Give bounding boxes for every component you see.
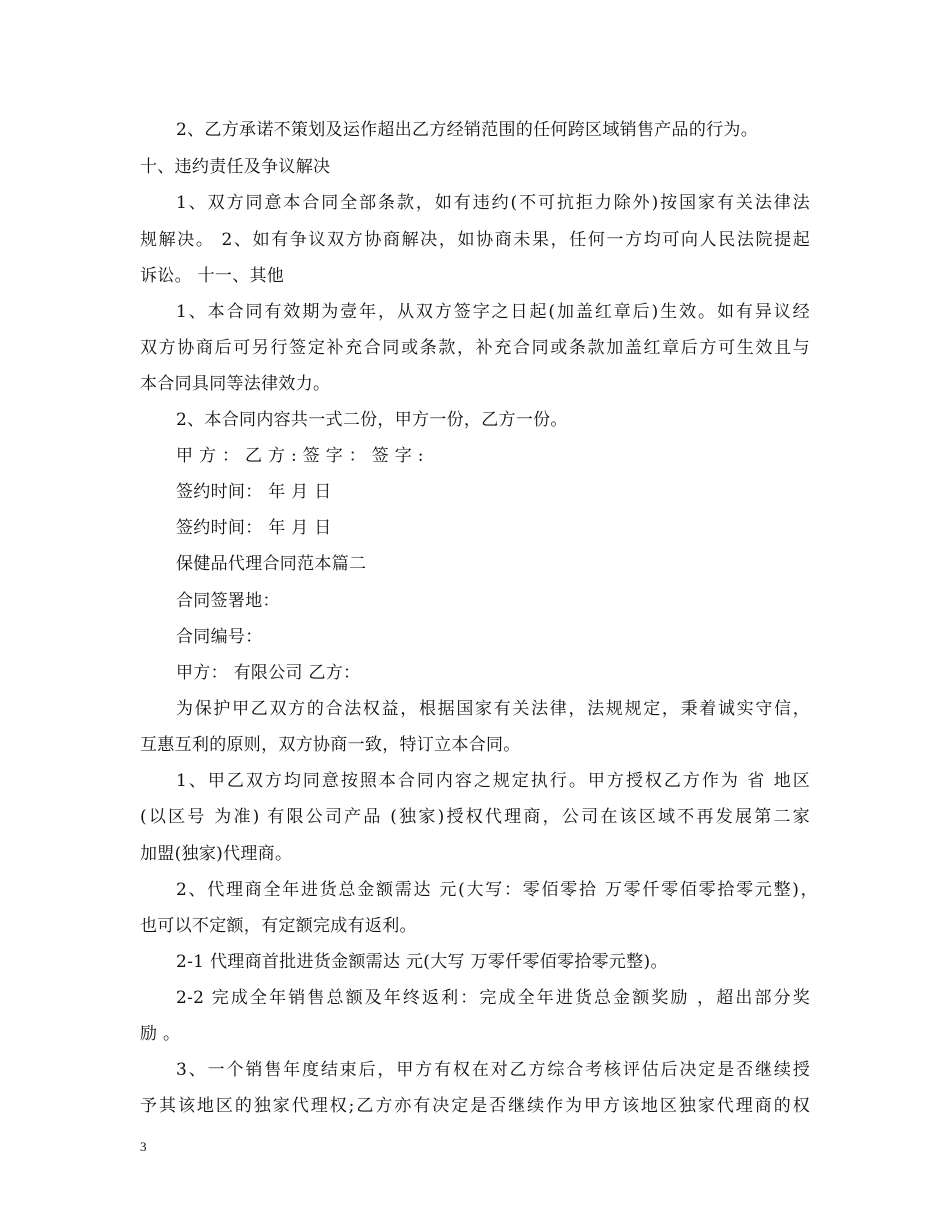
text-line: 2、乙方承诺不策划及运作超出乙方经销范围的任何跨区域销售产品的行为。 xyxy=(176,120,759,140)
section-title: 保健品代理合同范本篇二 xyxy=(176,554,367,574)
text-line: 1、本合同有效期为壹年，从双方签字之日起(加盖红章后)生效。如有异议经 xyxy=(176,302,810,322)
text-line: 3、一个销售年度结束后，甲方有权在对乙方综合考核评估后决定是否继续授 xyxy=(176,1060,810,1080)
text-line: 2-2 完成全年销售总额及年终返利：完成全年进货总金额奖励 ，超出部分奖 xyxy=(176,988,810,1008)
text-line: 1、甲乙双方均同意按照本合同内容之规定执行。甲方授权乙方作为 省 地区 xyxy=(176,771,810,791)
text-line: 也可以不定额，有定额完成有返利。 xyxy=(140,916,417,936)
text-line: 规解决。 2、如有争议双方协商解决，如协商未果，任何一方均可向人民法院提起 xyxy=(140,230,810,250)
text-line: 诉讼。 十一、其他 xyxy=(140,266,285,286)
section-heading: 十、违约责任及争议解决 xyxy=(140,157,331,177)
text-line: 本合同具同等法律效力。 xyxy=(140,374,331,394)
signing-time-line: 签约时间： 年 月 日 xyxy=(176,518,332,538)
text-line: (以区号 为准) 有限公司产品 (独家)授权代理商，公司在该区域不再发展第二家 xyxy=(140,807,810,827)
text-line: 互惠互利的原则，双方协商一致，特订立本合同。 xyxy=(140,735,521,755)
text-line: 为保护甲乙双方的合法权益，根据国家有关法律，法规规定，秉着诚实守信， xyxy=(176,699,810,719)
signing-time-line: 签约时间： 年 月 日 xyxy=(176,482,332,502)
text-line: 加盟(独家)代理商。 xyxy=(140,844,293,864)
text-line: 2、本合同内容共一式二份，甲方一份，乙方一份。 xyxy=(176,410,568,430)
text-line: 予其该地区的独家代理权;乙方亦有决定是否继续作为甲方该地区独家代理商的权 xyxy=(140,1096,810,1116)
text-line: 双方协商后可另行签定补充合同或条款，补充合同或条款加盖红章后方可生效且与 xyxy=(140,338,810,358)
text-line: 2、代理商全年进货总金额需达 元(大写：零佰零拾 万零仟零佰零拾零元整)， xyxy=(176,880,818,900)
text-line: 励 。 xyxy=(140,1024,181,1044)
signature-row: 甲 方 ： 乙 方 : 签 字 ： 签 字 : xyxy=(176,446,424,466)
contract-place-line: 合同签署地： xyxy=(176,591,280,611)
page-number: 3 xyxy=(140,1139,147,1154)
parties-line: 甲方： 有限公司 乙方： xyxy=(176,663,361,683)
text-line: 2-1 代理商首批进货金额需达 元(大写 万零仟零佰零拾零元整)。 xyxy=(176,952,668,972)
text-line: 1、双方同意本合同全部条款，如有违约(不可抗拒力除外)按国家有关法律法 xyxy=(176,193,810,213)
contract-number-line: 合同编号： xyxy=(176,627,263,647)
